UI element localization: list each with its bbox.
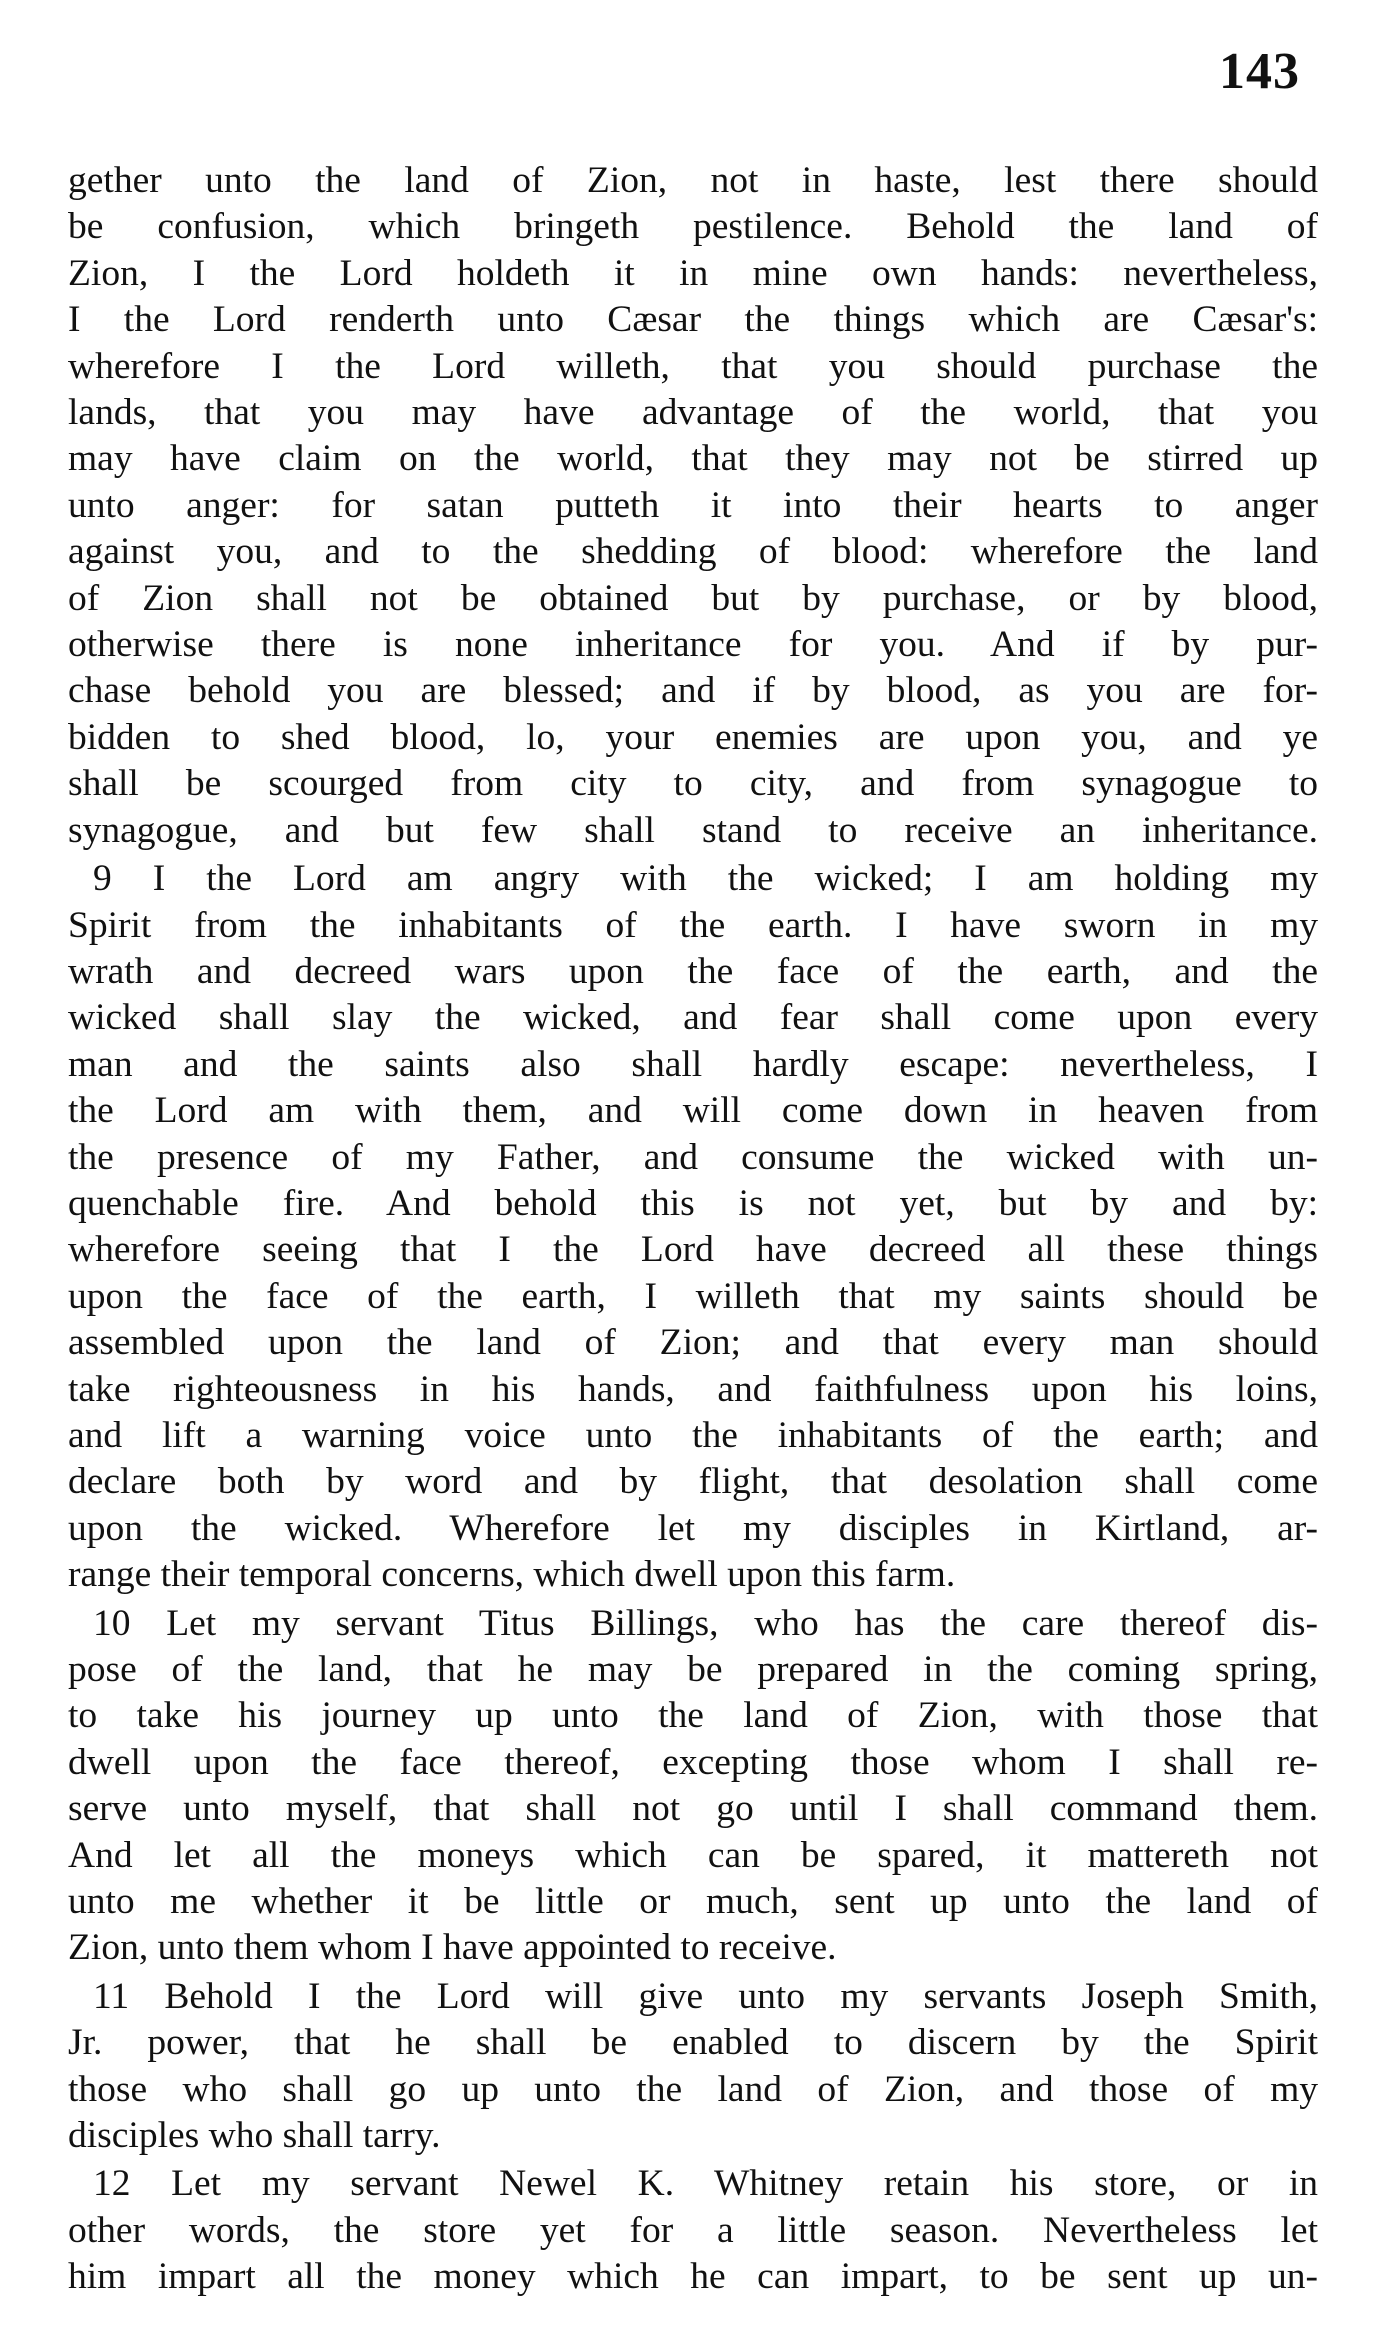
text-line: wrath and decreed wars upon the face of the earth, and the bbox=[68, 950, 1318, 992]
text-line: 9 I the Lord am angry with the wicked; I am holding my bbox=[93, 858, 1318, 900]
text-line: man and the saints also shall hardly escape: nevertheless, I bbox=[68, 1043, 1318, 1085]
text-line: bidden to shed blood, lo, your enemies are upon you, and ye bbox=[68, 716, 1318, 758]
text-line: declare both by word and by flight, that desolation shall come bbox=[68, 1461, 1318, 1503]
text-line: 12 Let my servant Newel K. Whitney retain his store, or in bbox=[93, 2163, 1318, 2205]
text-line: of Zion shall not be obtained but by purchase, or by blood, bbox=[68, 577, 1318, 619]
text-line: Zion, I the Lord holdeth it in mine own hands: nevertheless, bbox=[68, 252, 1318, 294]
text-line: shall be scourged from city to city, and from synagogue to bbox=[68, 763, 1318, 805]
text-line: gether unto the land of Zion, not in haste, lest there should bbox=[68, 160, 1318, 201]
text-line: the presence of my Father, and consume the wicked with un- bbox=[68, 1136, 1318, 1178]
text-line: serve unto myself, that shall not go until I shall command them. bbox=[68, 1788, 1318, 1830]
text-line: those who shall go up unto the land of Zion, and those of my bbox=[68, 2068, 1318, 2110]
text-line: And let all the moneys which can be spared, it mattereth not bbox=[68, 1834, 1318, 1876]
text-line: pose of the land, that he may be prepared in the coming spring, bbox=[68, 1649, 1318, 1690]
text-line: upon the wicked. Wherefore let my disciples in Kirtland, ar- bbox=[68, 1507, 1318, 1549]
text-line: Zion, unto them whom I have appointed to receive. bbox=[68, 1927, 837, 1969]
text-line: unto me whether it be little or much, sent up unto the land of bbox=[68, 1881, 1318, 1923]
text-line: chase behold you are blessed; and if by blood, as you are for- bbox=[68, 670, 1318, 712]
text-line: lands, that you may have advantage of the world, that you bbox=[68, 392, 1318, 434]
text-line: him impart all the money which he can impart, to be sent up un- bbox=[68, 2256, 1318, 2298]
text-line: take righteousness in his hands, and faithfulness upon his loins, bbox=[68, 1368, 1318, 1410]
text-line: quenchable fire. And behold this is not yet, but by and by: bbox=[68, 1182, 1318, 1224]
text-line: Spirit from the inhabitants of the earth. I have sworn in my bbox=[68, 904, 1318, 946]
text-line: upon the face of the earth, I willeth that my saints should be bbox=[68, 1275, 1318, 1317]
page-number: 143 bbox=[1219, 43, 1300, 100]
text-line: otherwise there is none inheritance for you. And if by pur- bbox=[68, 624, 1318, 666]
text-line: wherefore seeing that I the Lord have decreed all these things bbox=[68, 1229, 1318, 1271]
text-line: wicked shall slay the wicked, and fear shall come upon every bbox=[68, 997, 1318, 1039]
text-line: synagogue, and but few shall stand to receive an inheritance. bbox=[68, 809, 1318, 851]
paragraph-continued bbox=[68, 158, 1318, 854]
text-line: may have claim on the world, that they may not be stirred up bbox=[68, 438, 1318, 480]
verse-9 bbox=[68, 856, 1318, 1599]
text-line: other words, the store yet for a little season. Nevertheless let bbox=[68, 2209, 1318, 2251]
text-line: against you, and to the shedding of blood: wherefore the land bbox=[68, 531, 1318, 573]
body-text bbox=[68, 158, 1318, 2301]
verse-11 bbox=[68, 1974, 1318, 2160]
verse-12 bbox=[68, 2161, 1318, 2300]
text-line: 10 Let my servant Titus Billings, who has the care thereof dis- bbox=[93, 1602, 1318, 1644]
text-line: 11 Behold I the Lord will give unto my servants Joseph Smith, bbox=[93, 1975, 1318, 2017]
text-line: I the Lord renderth unto Cæsar the things which are Cæsar's: bbox=[68, 299, 1318, 341]
text-line: Jr. power, that he shall be enabled to discern by the Spirit bbox=[68, 2022, 1318, 2064]
text-line: be confusion, which bringeth pestilence. Behold the land of bbox=[68, 206, 1318, 248]
text-line: to take his journey up unto the land of Zion, with those that bbox=[68, 1695, 1318, 1737]
text-line: disciples who shall tarry. bbox=[68, 2115, 441, 2157]
text-line: the Lord am with them, and will come down in heaven from bbox=[68, 1090, 1318, 1132]
text-line: assembled upon the land of Zion; and that every man should bbox=[68, 1322, 1318, 1364]
text-line: unto anger: for satan putteth it into their hearts to anger bbox=[68, 484, 1318, 526]
text-line: range their temporal concerns, which dwell upon this farm. bbox=[68, 1554, 956, 1596]
text-line: dwell upon the face thereof, excepting those whom I shall re- bbox=[68, 1741, 1318, 1783]
verse-10 bbox=[68, 1601, 1318, 1972]
text-line: and lift a warning voice unto the inhabitants of the earth; and bbox=[68, 1414, 1318, 1456]
text-line: wherefore I the Lord willeth, that you should purchase the bbox=[68, 345, 1318, 387]
